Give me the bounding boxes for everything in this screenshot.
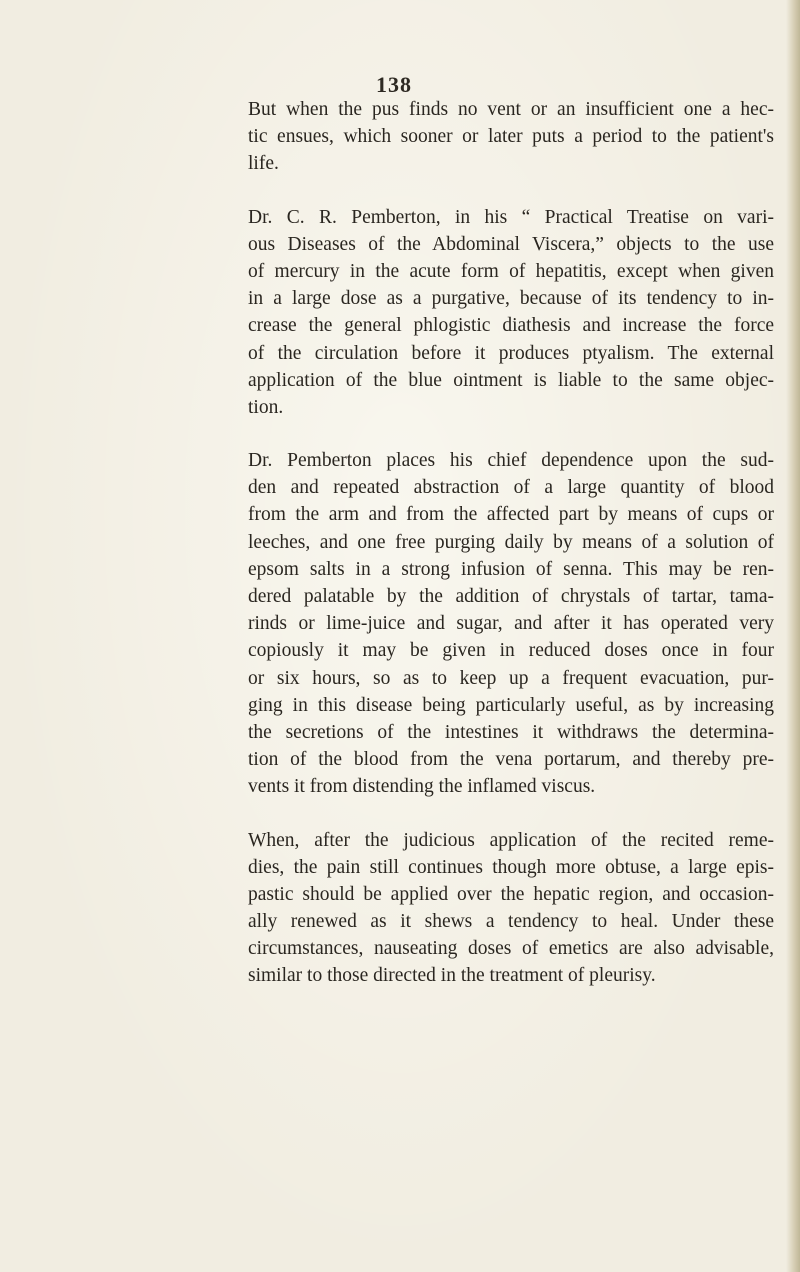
text-line: from the arm and from the affected part by means of cups or — [248, 504, 774, 526]
text-line: den and repeated abstraction of a large quantity of blood — [248, 477, 774, 499]
text-line: in a large dose as a purgative, because of its tendency to in- — [248, 288, 774, 310]
page-edge-shadow — [786, 0, 800, 1272]
text-line: application of the blue ointment is liable to the same objec- — [248, 369, 774, 391]
paragraph-3 — [248, 447, 774, 800]
text-line: tion of the blood from the vena portarum, and thereby pre- — [248, 749, 774, 771]
text-line: crease the general phlogistic diathesis and increase the force — [248, 315, 774, 337]
text-line: leeches, and one free purging daily by means of a solution of — [248, 531, 774, 553]
text-line: of mercury in the acute form of hepatitis, except when given — [248, 260, 774, 282]
text-line: of the circulation before it produces ptyalism. The external — [248, 342, 774, 364]
text-line: life. — [248, 153, 279, 175]
text-line: When, after the judicious application of the recited reme- — [248, 829, 774, 851]
text-line: ally renewed as it shews a tendency to heal. Under these — [248, 911, 774, 933]
page-number: 138 — [376, 72, 412, 97]
page-body — [248, 96, 774, 990]
text-line: or six hours, so as to keep up a frequent evacuation, pur- — [248, 667, 774, 689]
paragraph-2 — [248, 204, 774, 422]
paragraph-4 — [248, 827, 774, 990]
paragraph-1 — [248, 96, 774, 178]
text-line: the secretions of the intestines it withdraws the determina- — [248, 721, 774, 743]
text-line: copiously it may be given in reduced doses once in four — [248, 640, 774, 662]
text-line: tion. — [248, 396, 284, 418]
text-line: dies, the pain still continues though more obtuse, a large epis- — [248, 856, 774, 878]
text-line: tic ensues, which sooner or later puts a period to the patient's — [248, 126, 774, 148]
text-line: vents it from distending the inflamed viscus. — [248, 776, 596, 798]
text-line: circumstances, nauseating doses of emetics are also advisable, — [248, 938, 774, 960]
text-line: But when the pus finds no vent or an insufficient one a hec- — [248, 99, 774, 120]
text-line: dered palatable by the addition of chrystals of tartar, tama- — [248, 586, 774, 607]
text-line: ging in this disease being particularly useful, as by increasing — [248, 694, 774, 716]
text-line: pastic should be applied over the hepatic region, and occasion- — [248, 883, 774, 905]
text-line: rinds or lime-juice and sugar, and after it has operated very — [248, 613, 774, 635]
text-line: ous Diseases of the Abdominal Viscera,” objects to the use — [248, 233, 774, 255]
text-line: Dr. Pemberton places his chief dependence upon the sud- — [248, 450, 774, 472]
text-line: Dr. C. R. Pemberton, in his “ Practical Treatise on vari- — [248, 206, 774, 228]
text-line: similar to those directed in the treatment of pleurisy. — [248, 965, 656, 987]
text-line: epsom salts in a strong infusion of senna. This may be ren- — [248, 558, 774, 580]
